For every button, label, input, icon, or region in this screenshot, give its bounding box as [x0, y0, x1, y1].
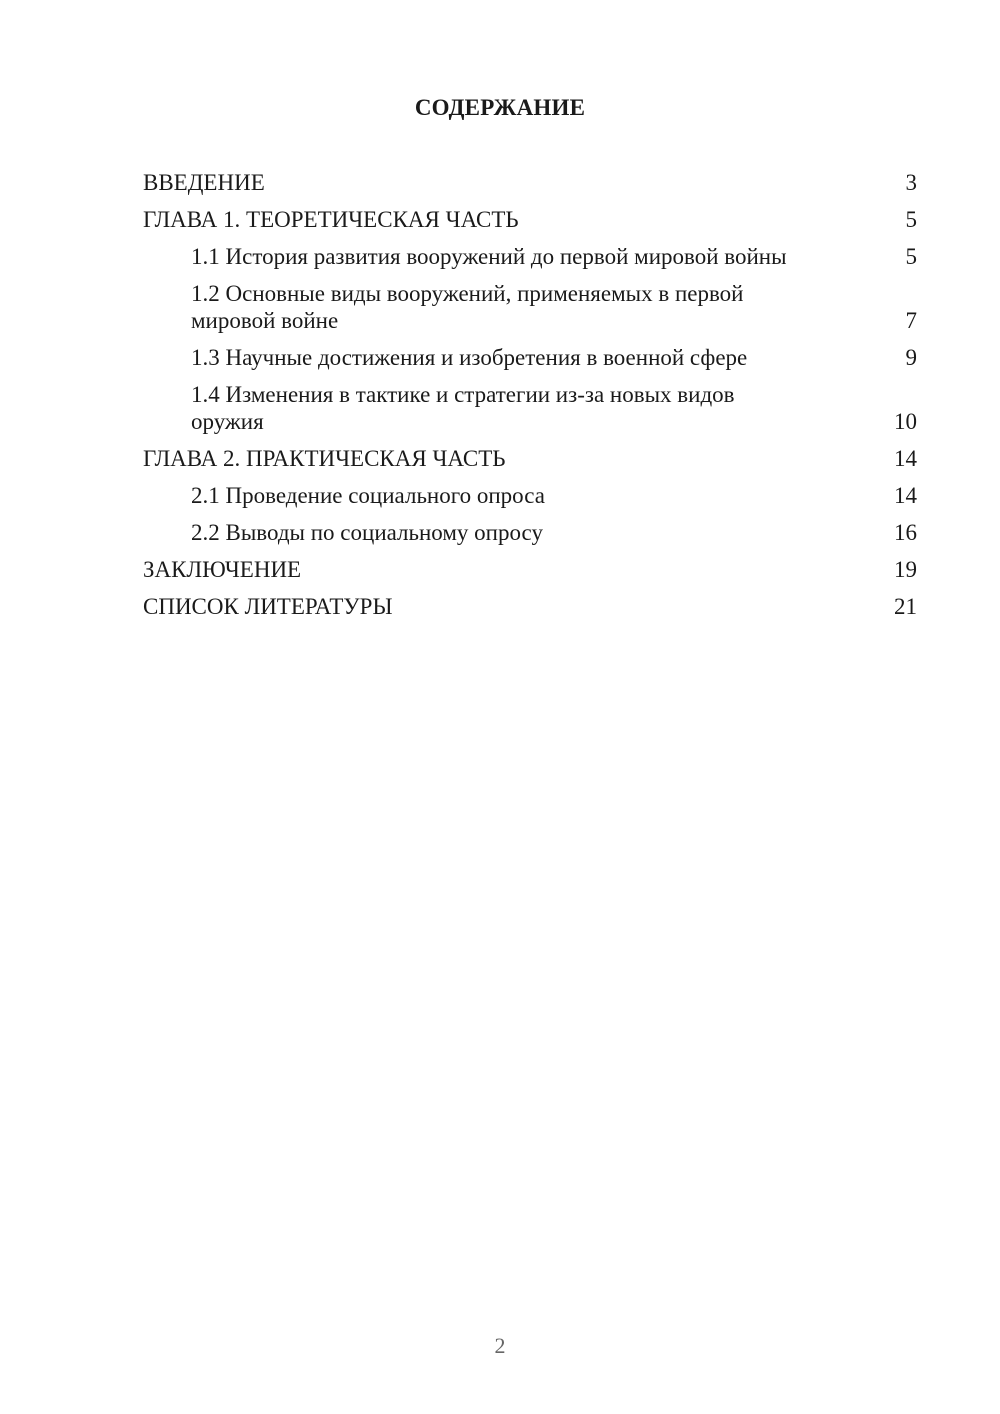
toc-entry-page: 9 [905, 345, 917, 370]
toc-entry-page: 5 [905, 207, 917, 232]
toc-entry-page: 21 [894, 594, 917, 619]
toc-entry-2-1[interactable] [143, 482, 917, 509]
page-number: 2 [494, 1333, 506, 1358]
toc-entry-chapter-1[interactable] [143, 206, 917, 233]
toc-entry-page: 3 [905, 170, 917, 195]
toc-entry-1-4[interactable] [143, 381, 917, 435]
toc-entry-text: ВВЕДЕНИЕ [143, 170, 265, 195]
toc-title: СОДЕРЖАНИЕ [414, 95, 586, 120]
toc-entry-1-2[interactable] [143, 280, 917, 334]
toc-entry-text: СПИСОК ЛИТЕРАТУРЫ [143, 594, 393, 619]
toc-entry-page: 14 [894, 483, 917, 508]
toc-entry-conclusion[interactable] [143, 556, 917, 583]
toc-entry-page: 7 [905, 308, 917, 333]
toc-entry-text: ГЛАВА 2. ПРАКТИЧЕСКАЯ ЧАСТЬ [143, 446, 506, 471]
toc-entry-text: 1.4 Изменения в тактике и стратегии из-за новых видов оружия [191, 382, 735, 434]
toc-entry-references[interactable] [143, 593, 917, 620]
toc-entry-1-1[interactable] [143, 243, 917, 270]
table-of-contents [143, 169, 917, 630]
toc-entry-text: 1.2 Основные виды вооружений, применяемых в первой мировой войне [191, 281, 744, 333]
toc-entry-1-3[interactable] [143, 344, 917, 371]
toc-entry-page: 5 [905, 244, 917, 269]
toc-entry-text: 2.1 Проведение социального опроса [191, 483, 545, 508]
toc-entry-introduction[interactable] [143, 169, 917, 196]
toc-entry-page: 14 [894, 446, 917, 471]
toc-entry-page: 16 [894, 520, 917, 545]
toc-entry-text: ЗАКЛЮЧЕНИЕ [143, 557, 302, 582]
toc-entry-2-2[interactable] [143, 519, 917, 546]
toc-entry-page: 19 [894, 557, 917, 582]
toc-entry-text: ГЛАВА 1. ТЕОРЕТИЧЕСКАЯ ЧАСТЬ [143, 207, 519, 232]
toc-entry-text: 1.1 История развития вооружений до первой мировой войны [191, 244, 787, 269]
toc-entry-page: 10 [894, 409, 917, 434]
toc-entry-chapter-2[interactable] [143, 445, 917, 472]
toc-entry-text: 1.3 Научные достижения и изобретения в военной сфере [191, 345, 748, 370]
toc-entry-text: 2.2 Выводы по социальному опросу [191, 520, 543, 545]
